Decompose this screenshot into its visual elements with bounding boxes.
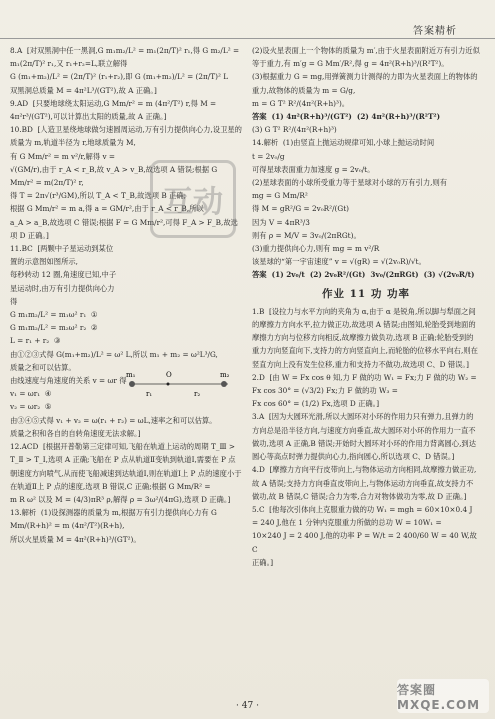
page-number: · 47 · <box>236 701 259 711</box>
header-title: 答案精析 <box>413 26 457 37</box>
answer-14-final: 答案 (1) 2v₀/t (2) 2v₀R²/(Gt) 3v₀/(2πRGt) (3) √(2v₀R/t) <box>252 270 475 280</box>
hw11-answer-5-line: 10×240 J = 2 400 J,他的功率 P = W/t = 2 400/60 W = 40 W,故 C <box>252 531 480 554</box>
answer-14-line: (3)重力提供向心力,则有 mg = m v²/R <box>252 244 380 254</box>
label-r2: r₂ <box>194 390 201 398</box>
answer-8-line: 双黑洞总质量 M = 4π²L³/(GT²),故 A 正确。] <box>10 85 157 95</box>
answer-13-final-line: (3) G T² R²/(4π²(R+h)³) <box>252 125 337 135</box>
answer-10-line: a_A > a_B,故选项 C 错误;根据 F = G Mm/r²,可得 F_A > F_B,故选项 D 正确。] <box>10 217 238 240</box>
answer-10-line: 根据 G Mm/r² = m a,得 a = GM/r²,由于 r_A < r_B,所以 <box>10 204 204 214</box>
label-o: O <box>166 371 172 379</box>
left-column <box>10 44 242 546</box>
answer-10-line: √(GM/r),由于 r_A < r_B,故 v_A > v_B,故选项 A 错误;根据 G Mm/r² = m(2π/T)² r, <box>10 164 220 188</box>
right-column <box>252 44 480 569</box>
hw11-answer-2-line: Fx cos 60° = (1/2) Fx,选项 D 正确。] <box>252 399 380 409</box>
answer-14-line: (2)星球表面的小球所受重力等于星球对小球的万有引力,则有 <box>252 178 448 188</box>
answer-11-eq: G m₁m₂/L² = m₂ω² r₂ ② <box>10 323 98 333</box>
answer-11: 11.BC [两颗中子星运动到某位置的示意图如图所示, <box>10 244 114 267</box>
hw11-answer-4: 4.D [摩擦力方向平行皮带向上,与物体运动方向相同,故摩擦力做正功,故 A 错误;支持力方向垂直皮带向上,与物体运动方向垂直,故支持力不做功,故 B 错误,C 错误;合力为零,合力对物体做功为零,故 D 正确。] <box>252 465 477 501</box>
homework-title: 作业 11 功 功率 <box>321 287 411 300</box>
answer-13-final: 答案 (1) 4π²(R+h)³/(GT²) (2) 4π²(R+h)³/(R²T²) <box>252 112 441 122</box>
answer-11-eq: v₁ = ωr₁ ④ <box>10 389 52 399</box>
answer-11-eq: v₂ = ωr₂ ⑤ <box>10 402 52 412</box>
answer-12-line: m R ω² 以及 M = (4/3)πR³ ρ,解得 ρ = 3ω²/(4πG),选项 D 正确。] <box>10 494 231 504</box>
watermark-text: 答案圈 MXQE.COM <box>397 682 481 712</box>
hw11-answer-5: 5.C [他每次引体向上克服重力做的功 W₁ = mgh = 60×10×0.4 J = 240 J,他在 1 分钟内克服重力所做的总功 W = 10W₁ = <box>252 504 475 528</box>
label-m1: m₁ <box>126 371 136 379</box>
answer-11-line: 每秒转动 12 圈,角速度已知,中子星运动时,由万有引力提供向心力得 <box>10 270 117 306</box>
answer-13-3: (3)根据重力 G = mg,用弹簧测力计测得的力即为火星表面上的物体的重力,故物体的质量为 m = G/g, <box>252 72 478 95</box>
label-r1: r₁ <box>146 390 153 398</box>
answer-14-line: 得 M = gR²/G = 2v₀R²/(Gt) <box>252 204 349 214</box>
watermark-stamp <box>150 160 236 238</box>
answer-11-eq: L = r₁ + r₂ ③ <box>10 336 61 346</box>
label-m2: m₂ <box>220 371 230 379</box>
star-m1 <box>129 381 135 387</box>
header-divider <box>0 38 495 39</box>
answer-14-line: t = 2v₀/g <box>252 151 285 161</box>
answer-8-line: G (m₁+m₂)/L² = (2π/T)² (r₁+r₂),即 G (m₁+m₂)/L² = (2π/T)² L <box>10 72 229 82</box>
answer-14-line: 则有 ρ = M/V = 3v₀/(2πRGt)。 <box>252 230 361 240</box>
answer-8-line: m₁(2π/T)² r₁,又 r₁+r₂=L,联立解得 <box>10 59 128 69</box>
answer-14-line: 该星球的“第一宇宙速度” v = √(gR) = √(2v₀R)/√t。 <box>252 257 426 267</box>
answer-14-line: 因为 V = 4πR³/3 <box>252 217 310 227</box>
answer-10-line: 得 T = 2π√(r³/GM),所以 T_A < T_B,故选项 B 正确; <box>10 191 187 201</box>
binary-star-diagram <box>124 368 234 402</box>
answer-11-line: 由③④⑤式得 v₁ + v₂ = ω(r₁ + r₂) = ωL,速率之和可以估算。 <box>10 415 217 425</box>
hw11-answer-3: 3.A [因为大圆环光滑,所以大圆环对小环的作用力只有弹力,且弹力的方向总是沿半径方向,与速度方向垂直,故大圆环对小环的作用力一直不做功,选项 A 正确,B 错误;开始时大圆环对小环的作用力背离圆心,到达圆心等高点时弹力提供向心力,指向圆心,所以选项 C、D 错误。] <box>252 412 477 462</box>
answer-11-line: 由线速度与角速度的关系 v = ωr 得 <box>10 376 127 386</box>
answer-9: 9.AD [只要地球绕太阳运动,G Mm/r² = m (4π²/T²) r,得 M = 4π²r³/(GT²),可以计算出太阳的质量,故 A 正确。] <box>10 98 219 122</box>
site-watermark <box>397 679 489 713</box>
answer-8: 8.A [对双黑洞中任一黑洞,G m₁m₂/L² = m₁(2π/T)² r₁,得 G m₂/L² = <box>10 46 240 55</box>
answer-14-line: mg = G Mm/R² <box>252 191 308 201</box>
answer-10: 10.BD [人造卫星绕地球做匀速圆周运动,万有引力提供向心力,设卫星的质量为 m,轨道半径为 r,地球质量为 M, <box>10 125 242 148</box>
answer-11-line: 质量之积和各自的自转角速度无法求解。] <box>10 428 141 438</box>
hw11-answer-5-line: 正确。] <box>252 557 274 567</box>
answer-13-3-line: m = G T² R²/(4π²(R+h)³)。 <box>252 98 350 108</box>
hw11-answer-2: 2.D [由 W = Fx cos θ 知,力 F 做的功 W₁ = Fx;力 F 做的功 W₂ = Fx cos 30° = (√3/2) Fx;力 F 做的功 W₃ = <box>252 372 479 396</box>
center-o <box>167 383 170 386</box>
answer-12: 12.ACD [根据开普勒第三定律可知,飞船在轨道上运动的周期 T_Ⅲ > T_Ⅱ > T_Ⅰ,选项 A 正确;飞船在 P 点从轨道Ⅱ变轨到轨道Ⅰ,需要在 P 点朝速度方向喷气,从而使飞船减速到达轨道Ⅰ,则在轨道Ⅰ上 P 点的速度小于在轨道Ⅱ上 P 点的速度,选项 B 错误,C 正确;根据 G Mm/R² = <box>10 442 242 491</box>
answer-10-line: 有 G Mm/r² = m v²/r,解得 v = <box>10 151 115 161</box>
answer-11-eq: 由①②③式得 G(m₁+m₂)/L² = ω² L,所以 m₁ + m₂ = ω²L³/G, <box>10 349 218 359</box>
answer-11-eq: G m₁m₂/L² = m₁ω² r₁ ① <box>10 310 98 320</box>
star-m2 <box>221 381 227 387</box>
answer-14-line: 可得星球表面重力加速度 g = 2v₀/t。 <box>252 164 375 174</box>
answer-13-line: 所以火星质量 M = 4π²(R+h)³/(GT²)。 <box>10 534 141 544</box>
answer-11-line: 质量之和可以估算。 <box>10 362 76 372</box>
answer-13-2: (2)设火星表面上一个物体的质量为 m′,由于火星表面附近万有引力近似等于重力,有 m′g = G Mm′/R²,得 g = 4π²(R+h)³/(R²T²)。 <box>252 46 480 69</box>
answer-13: 13.解析 (1)设探测器的质量为 m,根据万有引力提供向心力有 G Mm/(R+h)² = m (4π²/T²)(R+h), <box>10 508 220 531</box>
hw11-answer-1: 1.B [设拉力与水平方向的夹角为 α,由于 α 是锐角,所以脚与犁面之间的摩擦力方向水平,拉力做正功,故选项 A 错误;由图知,轮胎受到地面的摩擦力方向与位移方向相反,故摩擦力做负功,选项 B 正确;轮胎受到的重力方向竖直向下,支持力的方向竖直向上,而轮胎的位移水平向右,则在竖直方向上没有发生位移,重力和支持力不做功,故选项 C、D 错误。] <box>252 306 478 369</box>
answer-14: 14.解析 (1)由竖直上抛运动规律可知,小球上抛运动时间 <box>252 138 435 148</box>
stamp-text: 互动 <box>163 185 223 220</box>
